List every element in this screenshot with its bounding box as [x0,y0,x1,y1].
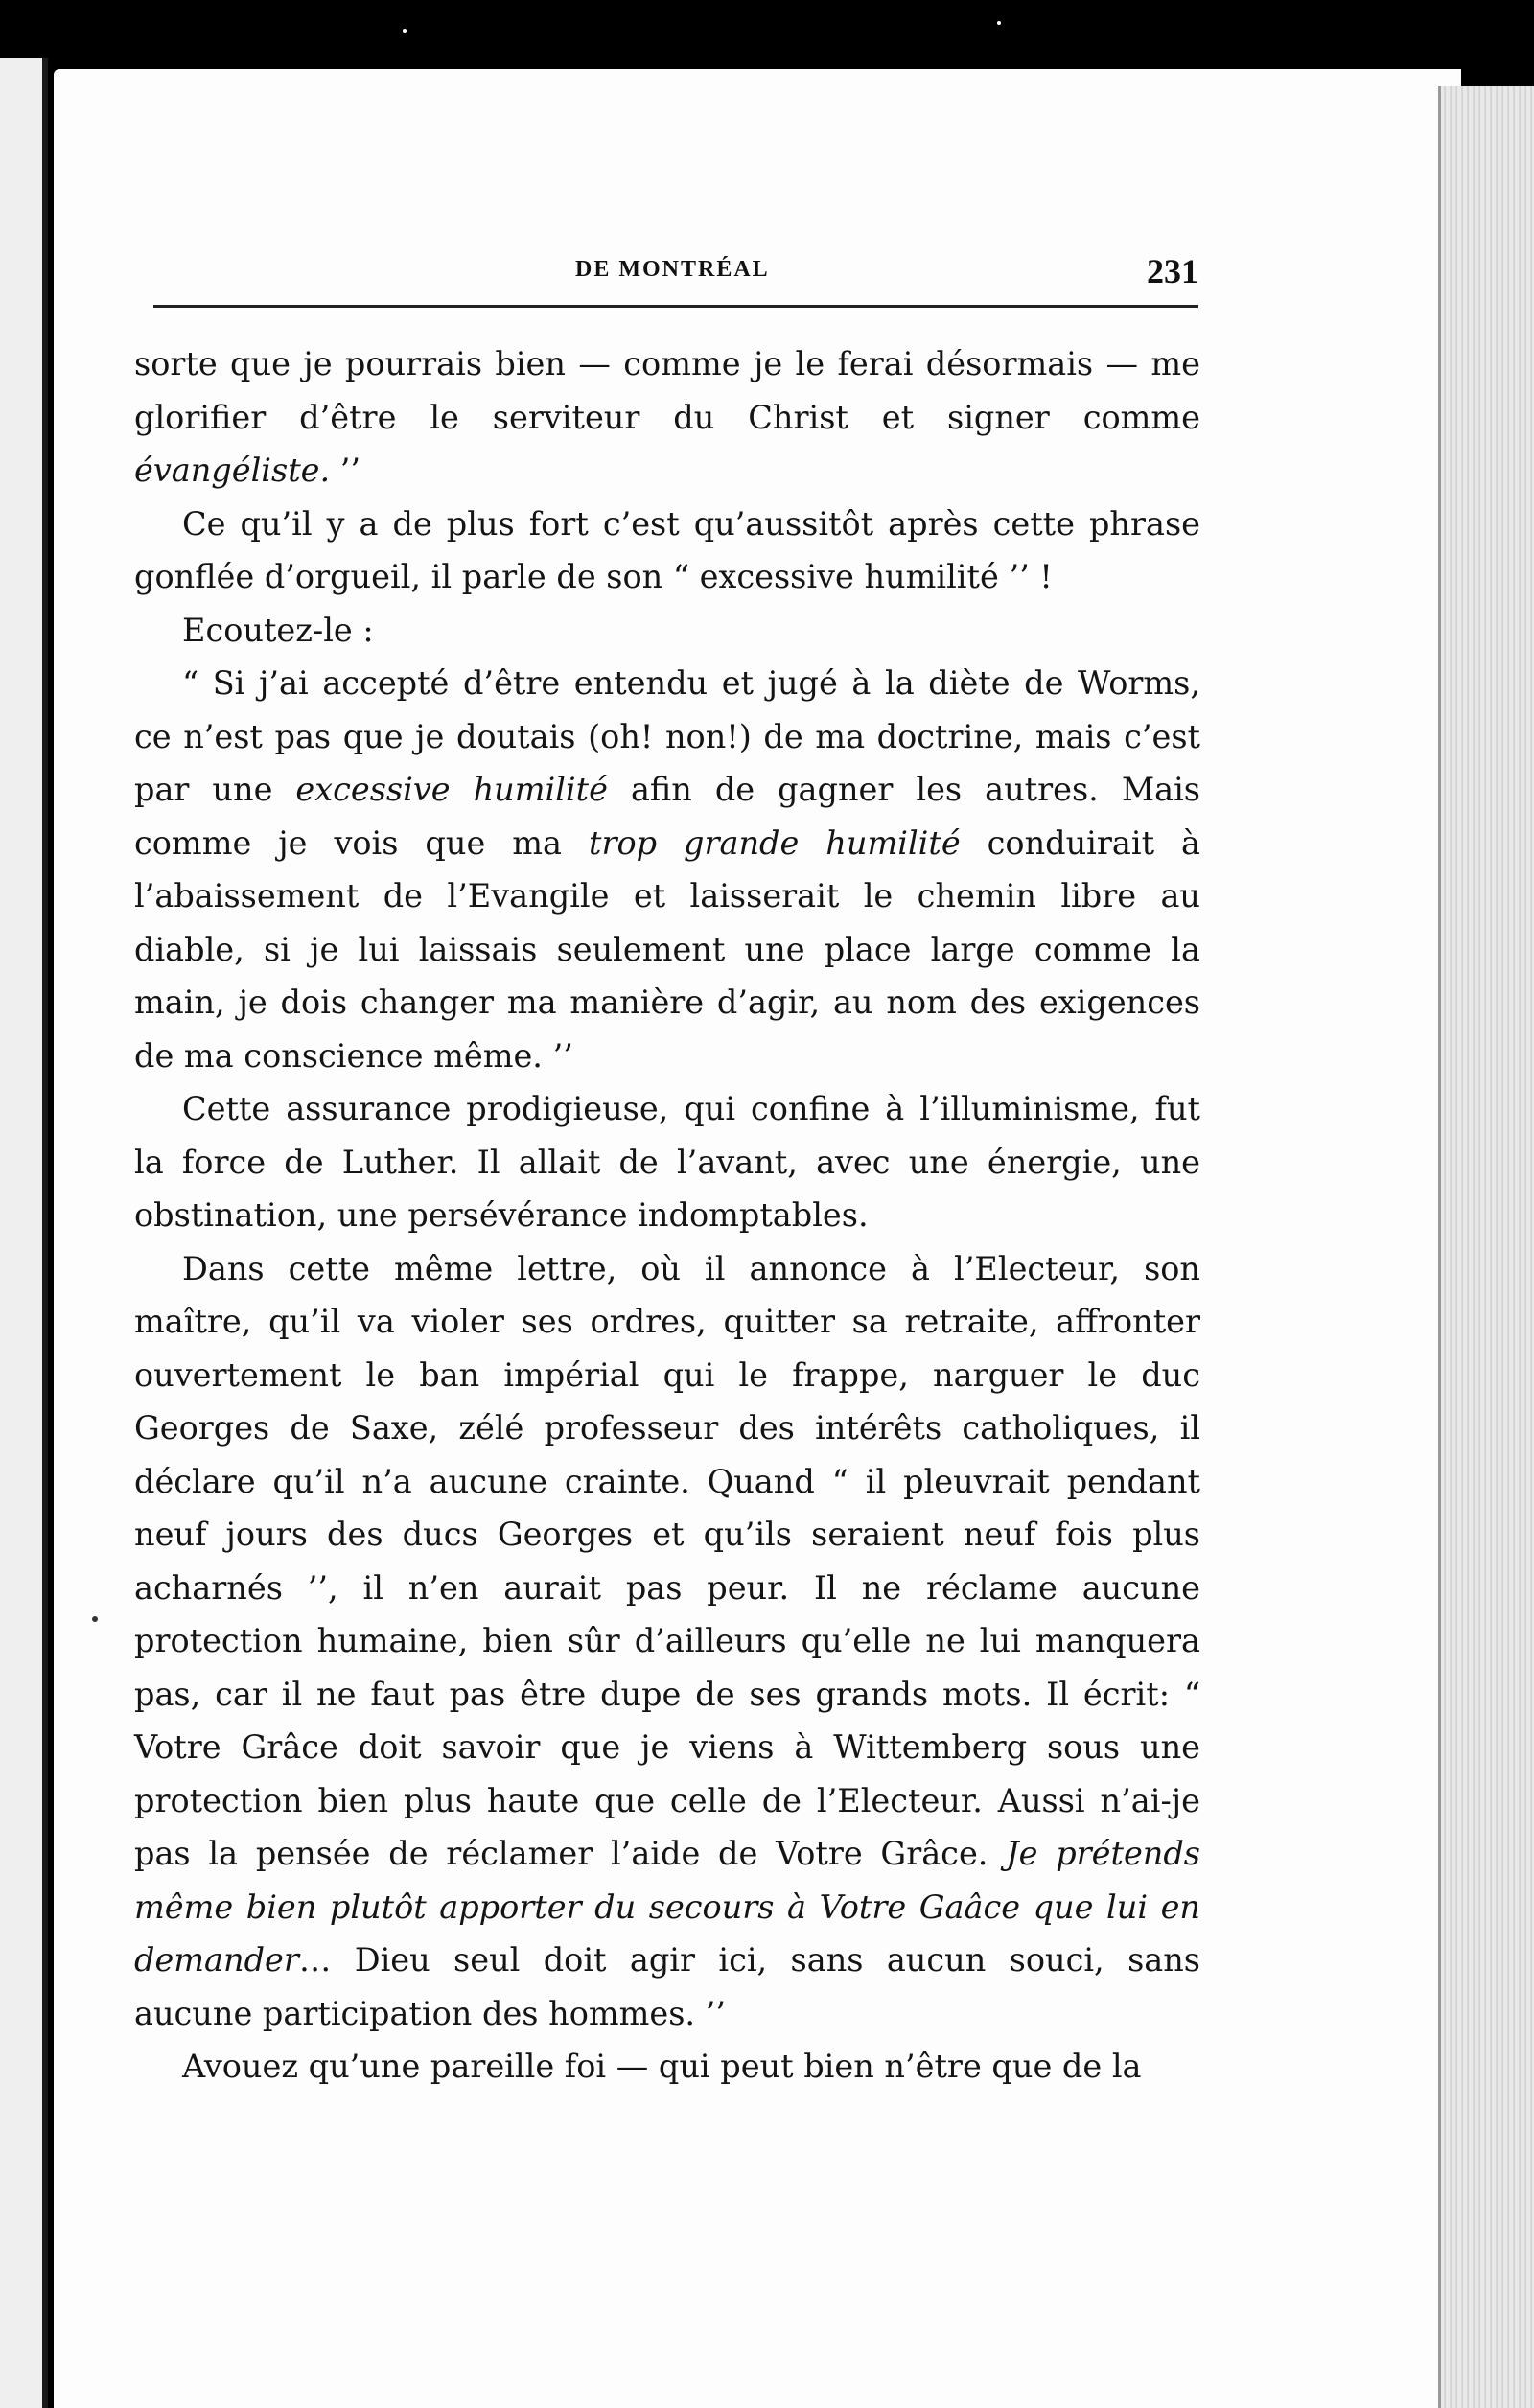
paragraph [134,657,1200,1082]
dust-speck [403,29,407,33]
paragraph [134,337,1200,498]
paragraph [134,2040,1200,2094]
body-text [134,337,1200,2094]
margin-mark [92,1616,98,1622]
running-title: DE MONTRÉAL [575,257,770,282]
italic-text: trop grande humilité [588,823,961,862]
text-segment: conduirait à l’abaissement de l’Evangile et laisserait le chemin libre au diable, si je lui laissais seulement une place large comme la main, je dois changer ma manière d’agir, au nom des exigences de ma conscience même. ’’ [134,823,1200,1075]
paragraph [134,604,1200,658]
paragraph [134,1082,1200,1242]
text-segment: Cette assurance prodigieuse, qui confine à l’illuminisme, fut la force de Luther. Il allait de l’avant, avec une énergie, une obstination, une persévérance indomptables. [134,1090,1200,1234]
text-segment: … Dieu seul doit agir ici, sans aucun souci, sans aucune participation des hommes. ’’ [134,1941,1200,2032]
text-segment: Ce qu’il y a de plus fort c’est qu’aussitôt après cette phrase gonflée d’orgueil, il parle de son “ excessive humilité ’’ ! [134,504,1200,595]
dust-speck [997,21,1001,25]
text-segment: Ecoutez-le : [182,611,374,649]
facing-page-edge [0,58,48,2408]
text-segment: ’’ [330,452,361,489]
running-header [153,251,1198,299]
text-segment: “ Si j’ai accepté d’être entendu et jugé à la diète de Worms, ce n’est pas que je doutais (oh! non!) de ma doctrine, mais c’est par une [134,664,1200,808]
text-segment: afin de gagner les autres. Mais comme je vois que ma [134,771,1200,862]
paragraph [134,1242,1200,2041]
text-segment: Dans cette même lettre, où il annonce à l’Electeur, son maître, qu’il va violer ses ordres, quitter sa retraite, affronter ouvertement le ban impérial qui le frappe, narguer le duc Georges de Saxe, zélé professeur des intérêts catholiques, il déclare qu’il n’a aucune crainte. Quand “ il pleuvrait pendant neuf jours des ducs Georges et qu’ils seraient neuf fois plus acharnés ’’, il n’en aurait pas peur. Il ne réclame aucune protection humaine, bien sûr d’ailleurs qu’elle ne lui manquera pas, car il ne faut pas être dupe de ses grands mots. Il écrit: “ Votre Grâce doit savoir que je viens à Wittemberg sous une protection bien plus haute que celle de l’Electeur. Aussi n’ai-je pas la pensée de réclamer l’aide de Votre Grâce. [134,1249,1200,1872]
text-segment: sorte que je pourrais bien — comme je le ferai désormais — me glorifier d’être le serviteur du Christ et signer comme [134,345,1200,436]
page-fore-edge [1438,86,1534,2408]
italic-text: excessive humilité [295,771,608,808]
text-segment: Avouez qu’une pareille foi — qui peut bien n’être que de la [182,2048,1142,2085]
italic-text: Je prétends même bien plutôt apporter du secours à Votre Gaâce que lui en demander [134,1835,1200,1979]
italic-text: évangéliste. [134,452,331,489]
header-rule [153,305,1198,308]
paragraph [134,498,1200,604]
page-number: 231 [1147,252,1198,290]
